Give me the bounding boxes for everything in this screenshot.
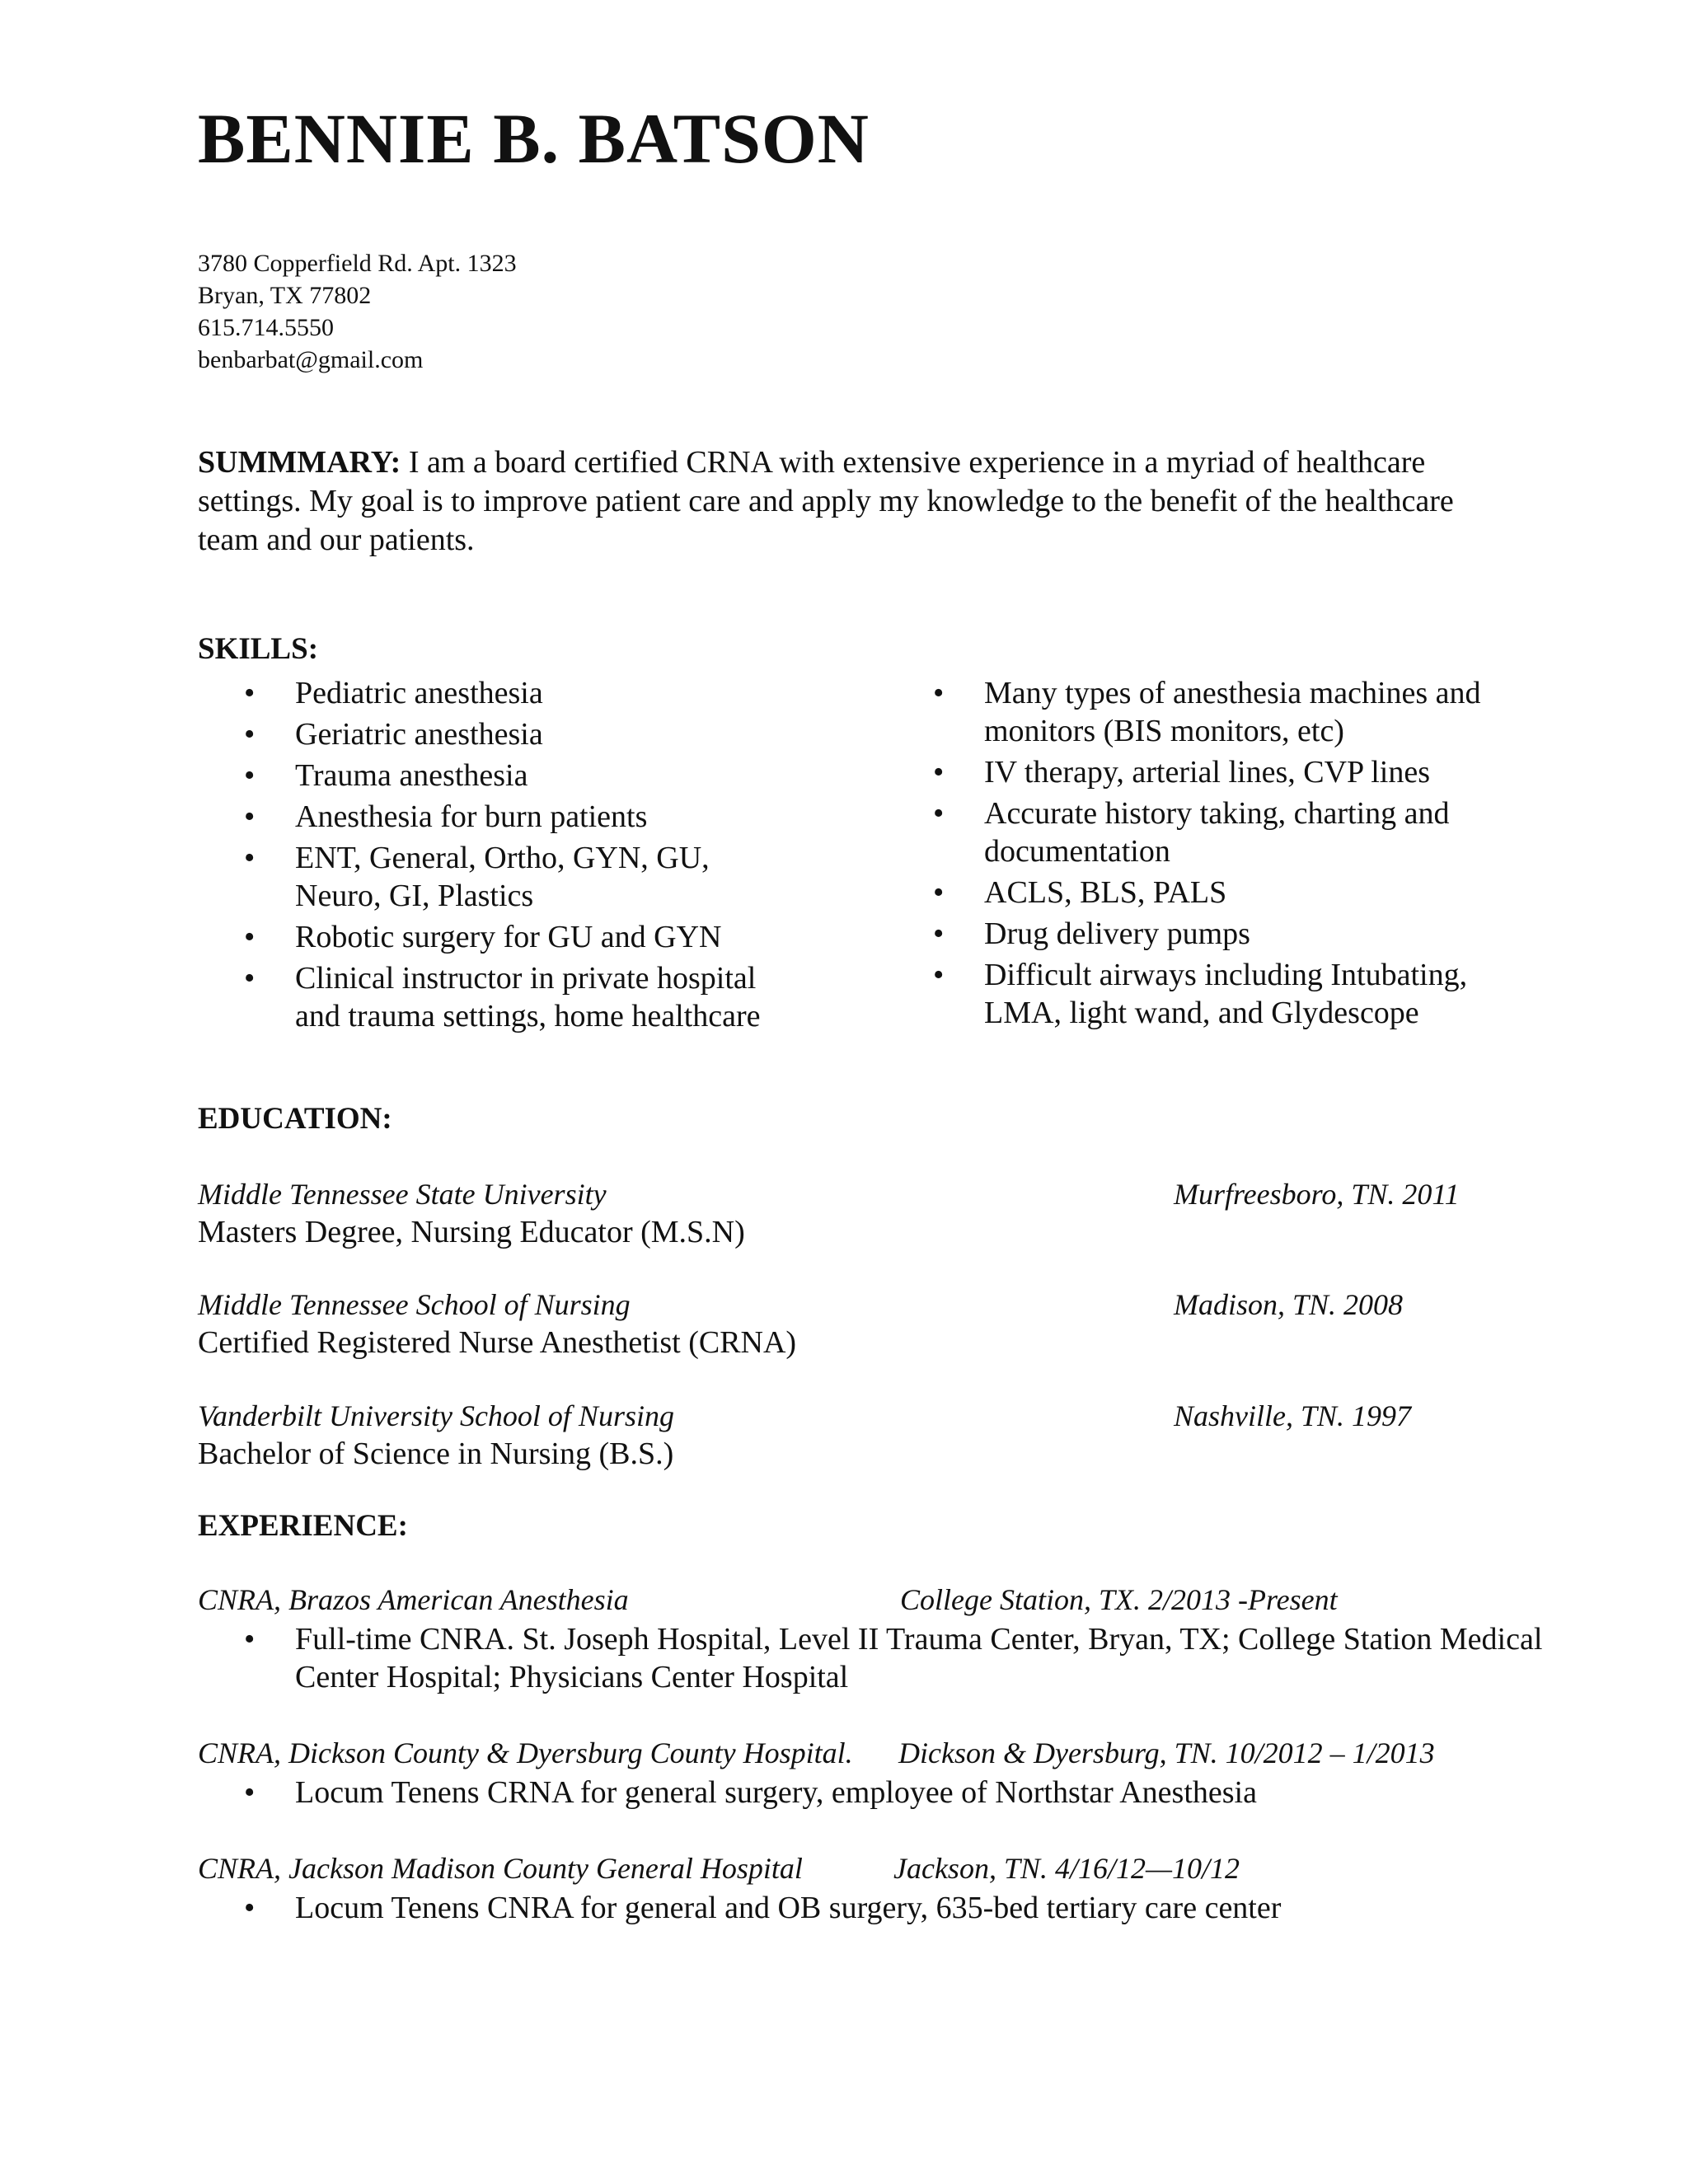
job-detail-item: • Full-time CNRA. St. Joseph Hospital, Level II Trauma Center, Bryan, TX; College Station Medical Center Hospital; Physicians Center Hospital [244, 1622, 1543, 1694]
degree-name: Bachelor of Science in Nursing (B.S.) [198, 1436, 674, 1471]
summary-section [198, 443, 1500, 560]
skill-item: • Robotic surgery for GU and GYN [244, 920, 722, 954]
bullet: • [933, 676, 945, 710]
bullet: • [244, 1622, 256, 1657]
education-heading: EDUCATION: [198, 1102, 392, 1136]
skills-heading: SKILLS: [198, 632, 319, 666]
institution-name: Vanderbilt University School of Nursing [198, 1399, 674, 1432]
experience-entry [198, 1849, 1517, 1927]
skill-item: • IV therapy, arterial lines, CVP lines [933, 755, 1431, 790]
address-line-2: Bryan, TX 77802 [198, 282, 372, 309]
skill-item: • ACLS, BLS, PALS [933, 875, 1227, 910]
bullet: • [244, 676, 256, 710]
candidate-name: BENNIE B. BATSON [198, 99, 870, 178]
education-entry [198, 1397, 1517, 1473]
skill-item: • Clinical instructor in private hospital and trauma settings, home healthcare [244, 961, 761, 1033]
bullet: • [244, 758, 256, 793]
institution-name: Middle Tennessee State University [198, 1178, 607, 1211]
job-details [198, 1620, 1543, 1696]
job-location-dates: Dickson & Dyersburg, TN. 10/2012 – 1/2013 [898, 1736, 1435, 1769]
skill-item: • Anesthesia for burn patients [244, 799, 648, 834]
degree-name: Masters Degree, Nursing Educator (M.S.N) [198, 1215, 745, 1249]
skills-list-left [198, 674, 890, 1038]
job-title: CNRA, Jackson Madison County General Hospital [198, 1852, 803, 1885]
job-details [198, 1774, 1517, 1811]
experience-entry [198, 1734, 1517, 1811]
bullet: • [244, 961, 256, 996]
skills-list-right [887, 674, 1522, 1035]
summary-text: I am a board certified CRNA with extensive experience in a myriad of healthcare settings. My goal is to improve patient care and apply my knowledge to the benefit of the healthcare team and our patients. [198, 445, 1454, 557]
bullet: • [933, 916, 945, 951]
bullet: • [244, 799, 256, 834]
email-address: benbarbat@gmail.com [198, 346, 424, 373]
bullet: • [244, 1891, 256, 1925]
job-title: CNRA, Dickson County & Dyersburg County Hospital. [198, 1736, 853, 1769]
bullet: • [244, 920, 256, 954]
degree-name: Certified Registered Nurse Anesthetist (CRNA) [198, 1325, 797, 1360]
institution-location-year: Nashville, TN. 1997 [1174, 1399, 1412, 1432]
job-location-dates: College Station, TX. 2/2013 -Present [900, 1583, 1338, 1616]
institution-location-year: Madison, TN. 2008 [1174, 1288, 1404, 1321]
skill-item: • ENT, General, Ortho, GYN, GU, Neuro, GI, Plastics [244, 841, 710, 913]
contact-block [198, 247, 517, 376]
bullet: • [933, 755, 945, 790]
bullet: • [244, 1775, 256, 1810]
skill-item: • Many types of anesthesia machines and monitors (BIS monitors, etc) [933, 676, 1481, 748]
phone-number: 615.714.5550 [198, 314, 334, 341]
skill-item: • Drug delivery pumps [933, 916, 1250, 951]
institution-name: Middle Tennessee School of Nursing [198, 1288, 631, 1321]
skill-item: • Accurate history taking, charting and documentation [933, 796, 1450, 869]
job-detail-item: • Locum Tenens CRNA for general surgery, employee of Northstar Anesthesia [244, 1775, 1257, 1810]
skill-item: • Trauma anesthesia [244, 758, 528, 793]
institution-location-year: Murfreesboro, TN. 2011 [1174, 1178, 1460, 1211]
bullet: • [933, 875, 945, 910]
skill-item: • Difficult airways including Intubating, LMA, light wand, and Glydescope [933, 958, 1468, 1030]
summary-label: SUMMMARY: [198, 445, 401, 480]
address-line-1: 3780 Copperfield Rd. Apt. 1323 [198, 250, 517, 277]
job-detail-item: • Locum Tenens CNRA for general and OB surgery, 635-bed tertiary care center [244, 1891, 1282, 1925]
job-title: CNRA, Brazos American Anesthesia [198, 1583, 629, 1616]
skill-item: • Pediatric anesthesia [244, 676, 543, 710]
bullet: • [244, 717, 256, 752]
job-details [198, 1889, 1517, 1927]
bullet: • [933, 958, 945, 992]
education-entry [198, 1175, 1517, 1251]
skill-item: • Geriatric anesthesia [244, 717, 543, 752]
education-entry [198, 1286, 1517, 1361]
job-location-dates: Jackson, TN. 4/16/12—10/12 [893, 1852, 1240, 1885]
experience-heading: EXPERIENCE: [198, 1509, 408, 1543]
experience-entry [198, 1581, 1543, 1696]
bullet: • [933, 796, 945, 831]
bullet: • [244, 841, 256, 875]
